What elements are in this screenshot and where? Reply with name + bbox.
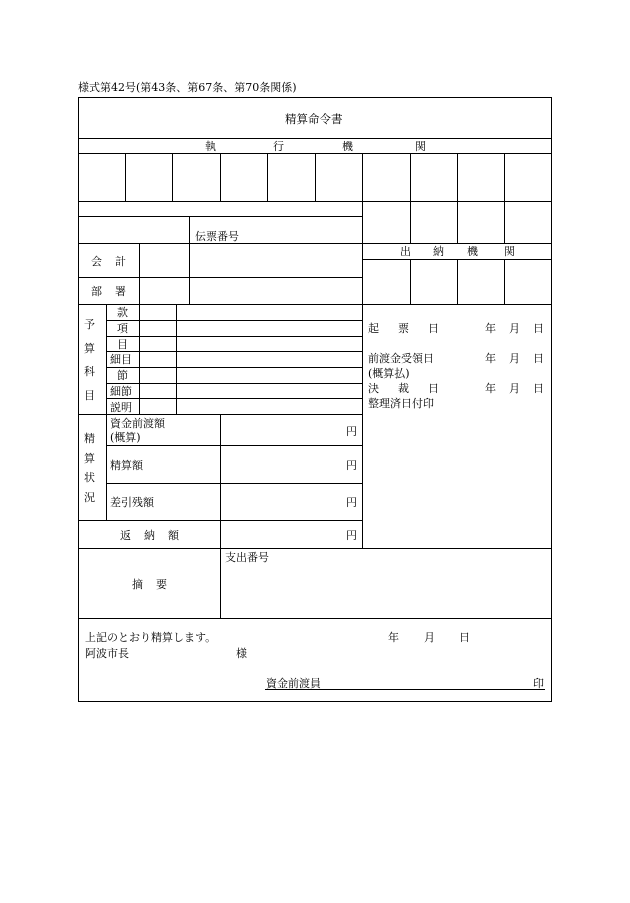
balance-amount-label: 差引残額	[110, 496, 154, 509]
date-year: 年	[485, 322, 496, 335]
budget-group-label: 算	[84, 342, 95, 355]
exec-col-line	[172, 153, 173, 201]
budget-item-label: 項	[117, 322, 128, 335]
budget-value-col	[176, 304, 177, 414]
exec-office-label: 行	[273, 140, 284, 153]
budget-item-label: 目	[117, 338, 128, 351]
budget-row-line	[106, 367, 362, 368]
date-month: 月	[424, 631, 435, 644]
date-day: 日	[459, 631, 470, 644]
disb-office-label: 機	[467, 245, 478, 258]
statement-text: 上記のとおり精算します。	[85, 631, 217, 644]
exec-office-label: 機	[342, 140, 353, 153]
budget-item-label: 細目	[110, 353, 132, 366]
disb-office-label: 納	[433, 245, 444, 258]
disb-col-line	[504, 259, 505, 304]
date-month: 月	[509, 382, 520, 395]
stamp-row-line	[78, 201, 552, 202]
exec-office-label: 関	[415, 140, 426, 153]
budget-item-label: 説明	[110, 401, 132, 414]
amount-col-line	[220, 414, 221, 618]
yen-unit: 円	[346, 425, 357, 438]
budget-item-label: 節	[117, 369, 128, 382]
yen-unit: 円	[346, 496, 357, 509]
budget-label-col	[139, 304, 140, 414]
advance-amount-label: 資金前渡額	[110, 417, 165, 430]
budget-row-line	[106, 320, 362, 321]
approval-date-label: 裁	[398, 382, 409, 395]
return-amount-label: 納	[144, 529, 155, 542]
summary-row-line	[78, 618, 552, 619]
group-col-line	[106, 304, 107, 520]
settlement-group-label: 状	[84, 471, 95, 484]
advance-officer-label: 資金前渡員	[266, 677, 321, 690]
blank-row-line	[78, 216, 362, 217]
approval-date-label: 決	[368, 382, 379, 395]
date-day: 日	[533, 352, 544, 365]
department-label: 部	[91, 285, 102, 298]
date-year: 年	[485, 382, 496, 395]
voucher-number-label: 伝票番号	[195, 230, 239, 243]
date-month: 月	[509, 352, 520, 365]
accounting-label: 計	[115, 255, 126, 268]
mayor-label: 阿波市長	[85, 647, 129, 660]
sama-label: 様	[236, 647, 247, 660]
budget-item-label: 款	[117, 306, 128, 319]
draft-date-label: 起	[368, 322, 379, 335]
exec-col-line	[410, 153, 411, 243]
budget-row-line	[106, 351, 362, 352]
settlement-group-label: 況	[84, 491, 95, 504]
disb-col-line	[410, 259, 411, 304]
disb-office-label: 関	[504, 245, 515, 258]
budget-item-label: 細節	[110, 385, 132, 398]
department-row-line	[78, 304, 552, 305]
payment-number-label: 支出番号	[225, 551, 269, 564]
settlement-row-line	[106, 483, 362, 484]
approval-date-label: 日	[428, 382, 439, 395]
return-amount-label: 額	[168, 529, 179, 542]
exec-col-line	[220, 153, 221, 201]
exec-col-line	[125, 153, 126, 201]
seal-label: 印	[533, 677, 544, 690]
budget-row-line	[106, 336, 362, 337]
voucher-row-line	[78, 243, 552, 244]
settlement-row-line	[106, 445, 362, 446]
budget-group-label: 科	[84, 365, 95, 378]
date-year: 年	[388, 631, 399, 644]
exec-col-line	[267, 153, 268, 201]
accounting-row-line	[78, 277, 362, 278]
budget-group-label: 予	[84, 318, 95, 331]
advance-received-label: 前渡金受領日	[368, 352, 434, 365]
department-label: 署	[115, 285, 126, 298]
date-year: 年	[485, 352, 496, 365]
advance-received-label: (概算払)	[368, 367, 410, 380]
main-col-divider	[362, 153, 363, 548]
signature-underline	[265, 689, 545, 690]
date-day: 日	[533, 382, 544, 395]
processed-stamp-label: 整理済日付印	[368, 397, 434, 410]
settlement-group-label: 算	[84, 452, 95, 465]
return-amount-label: 返	[120, 529, 131, 542]
disb-office-label: 出	[400, 245, 411, 258]
yen-unit: 円	[346, 529, 357, 542]
voucher-col-line	[189, 216, 190, 304]
summary-label: 摘	[132, 578, 143, 591]
exec-col-line	[504, 153, 505, 243]
exec-col-line	[457, 153, 458, 243]
return-row-line	[78, 548, 552, 549]
date-month: 月	[509, 322, 520, 335]
budget-group-label: 目	[84, 389, 95, 402]
settlement-group-label: 精	[84, 432, 95, 445]
summary-label: 要	[156, 578, 167, 591]
draft-date-label: 日	[428, 322, 439, 335]
accounting-label: 会	[91, 255, 102, 268]
draft-date-label: 票	[398, 322, 409, 335]
form-number: 様式第42号(第43条、第67条、第70条関係)	[78, 81, 297, 94]
date-day: 日	[533, 322, 544, 335]
title-divider	[78, 138, 552, 139]
exec-office-label: 執	[205, 140, 216, 153]
yen-unit: 円	[346, 459, 357, 472]
label-col-line	[139, 243, 140, 304]
advance-amount-label: (概算)	[110, 431, 141, 444]
disb-col-line	[457, 259, 458, 304]
settlement-amount-label: 精算額	[110, 459, 143, 472]
form-title: 精算命令書	[285, 112, 343, 126]
budget-row-line	[106, 398, 362, 399]
exec-col-line	[315, 153, 316, 201]
budget-row-line	[106, 383, 362, 384]
